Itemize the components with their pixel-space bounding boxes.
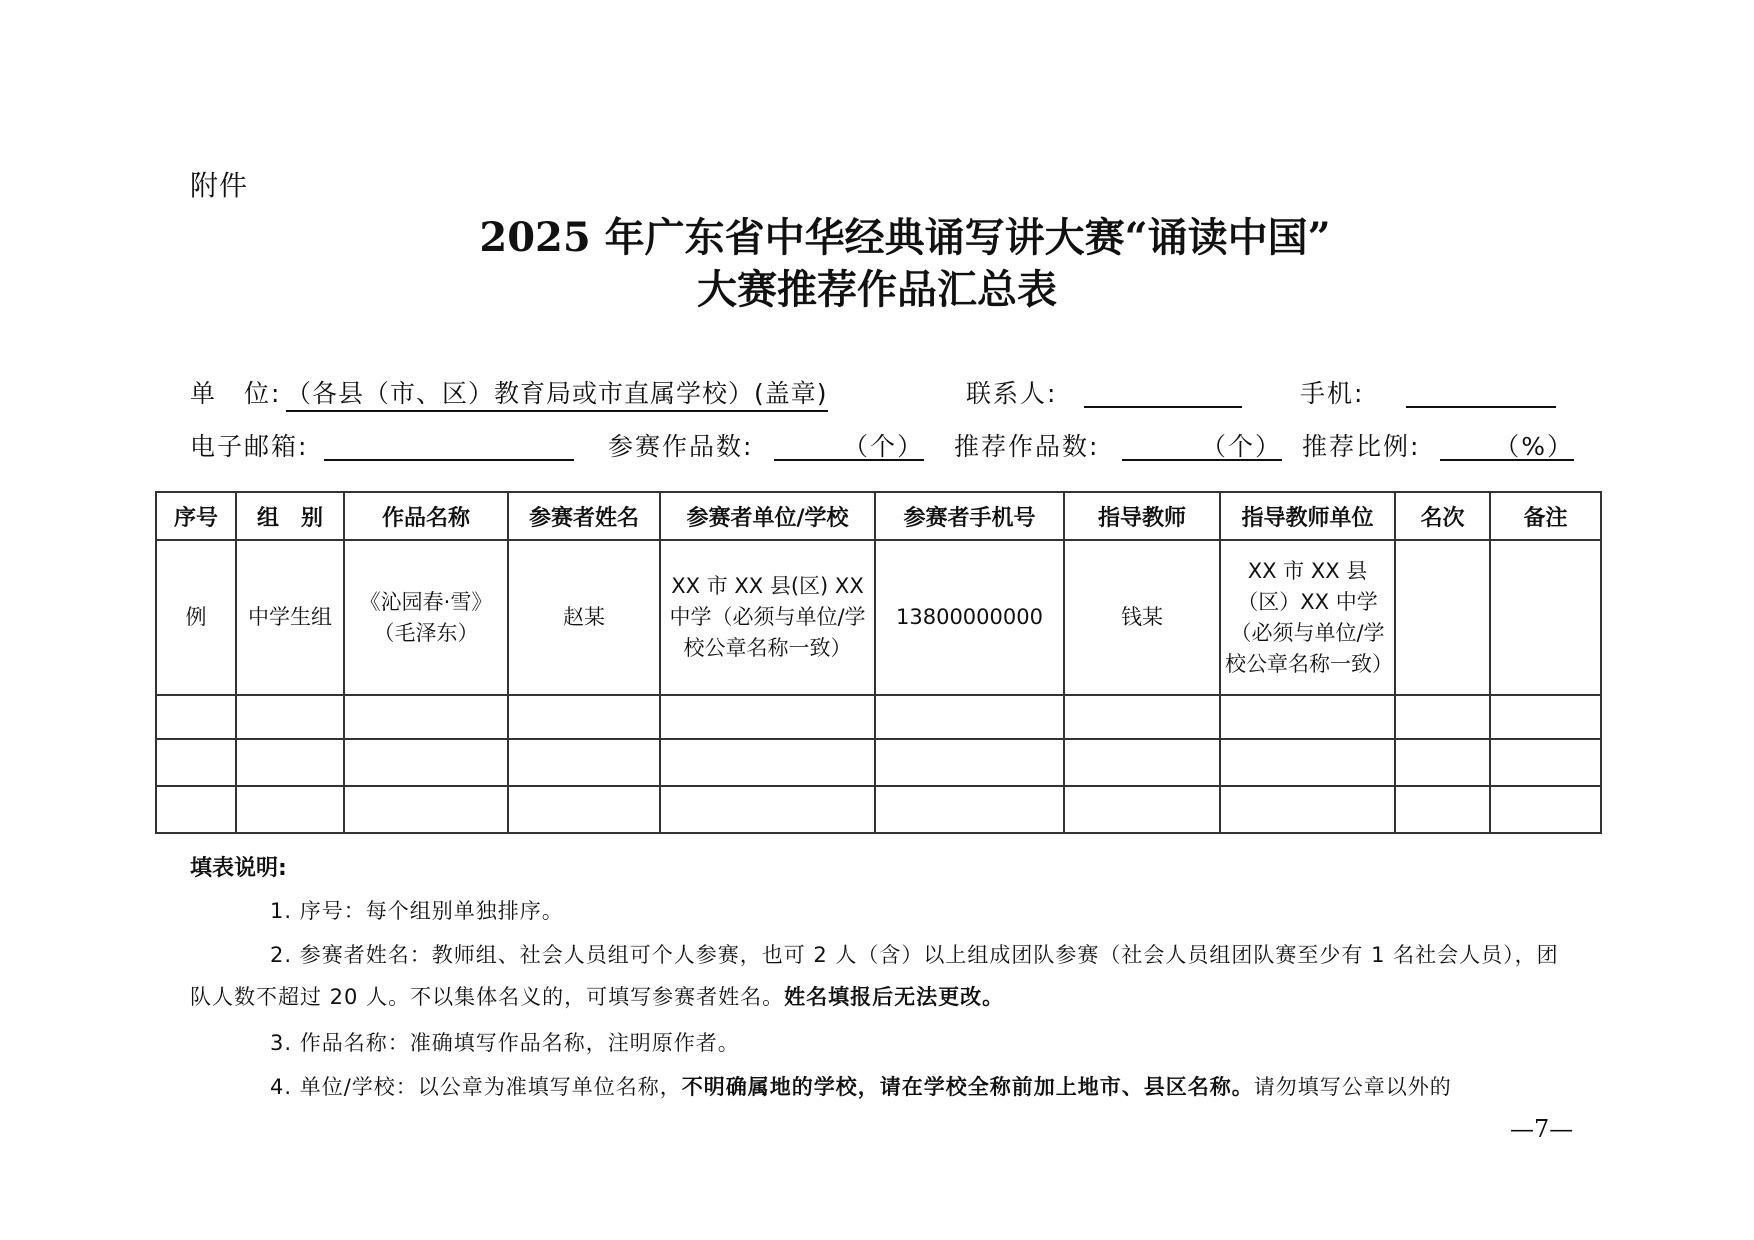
note-text: 3. 作品名称：准确填写作品名称，注明原作者。 [270,1031,740,1055]
cell-seq[interactable]: 例 [156,540,236,695]
table-row-blank [156,786,1601,833]
phone-label: 手机: [1300,379,1365,408]
cell-empty[interactable] [236,695,344,739]
note-text: 1. 序号：每个组别单独排序。 [270,899,564,923]
attachment-label: 附件 [190,169,249,202]
recommended-label: 推荐作品数: [954,432,1100,461]
cell-empty[interactable] [1395,786,1490,833]
cell-empty[interactable] [236,786,344,833]
email-field[interactable] [324,427,574,461]
cell-empty[interactable] [156,695,236,739]
works-summary-table [155,491,1602,834]
contact-label: 联系人: [966,379,1058,408]
cell-group[interactable]: 中学生组 [236,540,344,695]
cell-phone[interactable]: 13800000000 [875,540,1064,695]
cell-unit[interactable]: XX 市 XX 县(区) XX 中学（必须与单位/学校公章名称一致） [660,540,875,695]
document-title-line2: 大赛推荐作品汇总表 [697,266,1057,313]
cell-empty[interactable] [344,786,508,833]
cell-empty[interactable] [875,695,1064,739]
col-header-unit: 参赛者单位/学校 [660,492,875,540]
cell-empty[interactable] [508,739,660,786]
ratio-field[interactable]: （%） [1440,427,1574,461]
col-header-phone: 参赛者手机号 [875,492,1064,540]
phone-field[interactable] [1406,374,1556,408]
col-header-remark: 备注 [1490,492,1601,540]
cell-empty[interactable] [875,739,1064,786]
col-header-teacher-unit: 指导教师单位 [1220,492,1395,540]
col-header-seq: 序号 [156,492,236,540]
col-header-rank: 名次 [1395,492,1490,540]
cell-empty[interactable] [508,695,660,739]
cell-empty[interactable] [156,786,236,833]
cell-empty[interactable] [1220,786,1395,833]
table-row-blank [156,695,1601,739]
note-text: 2. 参赛者姓名：教师组、社会人员组可个人参赛，也可 2 人（含）以上组成团队参赛（社会人员组团队赛至少有 1 名社会人员），团队人数不超过 20 人。不以集体名义的，可填写参赛者姓名。 [190,943,1559,1009]
table-row-example [156,540,1601,695]
cell-rank[interactable] [1395,540,1490,695]
cell-empty[interactable] [660,739,875,786]
cell-empty[interactable] [1064,739,1220,786]
cell-empty[interactable] [236,739,344,786]
cell-empty[interactable] [344,739,508,786]
ratio-label: 推荐比例: [1302,432,1421,461]
cell-empty[interactable] [660,695,875,739]
col-header-group: 组 别 [236,492,344,540]
note-text: 4. 单位/学校：以公章为准填写单位名称， [270,1075,682,1099]
cell-empty[interactable] [1490,695,1601,739]
notes-title: 填表说明: [190,856,287,881]
email-label: 电子邮箱: [190,432,309,461]
cell-empty[interactable] [1220,739,1395,786]
note-bold-text: 姓名填报后无法更改。 [784,985,1005,1009]
note-bold-text: 不明确属地的学校，请在学校全称前加上地市、县区名称。 [681,1075,1254,1099]
unit-field[interactable]: （各县（市、区）教育局或市直属学校）(盖章) [286,374,828,412]
cell-empty[interactable] [1395,695,1490,739]
cell-empty[interactable] [1064,786,1220,833]
contact-field[interactable] [1084,374,1242,408]
note-item-4 [190,1066,1570,1108]
cell-empty[interactable] [344,695,508,739]
table-row-blank [156,739,1601,786]
cell-name[interactable]: 赵某 [508,540,660,695]
cell-empty[interactable] [508,786,660,833]
recommended-field[interactable]: （个） [1122,427,1282,461]
col-header-teacher: 指导教师 [1064,492,1220,540]
entries-label: 参赛作品数: [608,432,754,461]
entries-field[interactable]: （个） [774,427,924,461]
note-text: 请勿填写公章以外的 [1253,1075,1452,1099]
note-item-2 [190,934,1570,1018]
cell-empty[interactable] [1395,739,1490,786]
cell-empty[interactable] [1490,739,1601,786]
cell-empty[interactable] [875,786,1064,833]
unit-label: 单 位: [190,379,282,408]
cell-empty[interactable] [1064,695,1220,739]
note-item-3 [190,1022,1570,1064]
col-header-work: 作品名称 [344,492,508,540]
cell-work[interactable]: 《沁园春·雪》（毛泽东） [344,540,508,695]
page-number: —7— [1510,1115,1574,1143]
cell-remark[interactable] [1490,540,1601,695]
note-item-1 [190,890,1570,932]
cell-teacher-unit[interactable]: XX 市 XX 县（区）XX 中学（必须与单位/学校公章名称一致） [1220,540,1395,695]
cell-empty[interactable] [660,786,875,833]
cell-empty[interactable] [156,739,236,786]
cell-empty[interactable] [1490,786,1601,833]
table-header-row [156,492,1601,540]
document-title-line1: 2025 年广东省中华经典诵写讲大赛“诵读中国” [479,214,1331,261]
cell-teacher[interactable]: 钱某 [1064,540,1220,695]
col-header-name: 参赛者姓名 [508,492,660,540]
cell-empty[interactable] [1220,695,1395,739]
